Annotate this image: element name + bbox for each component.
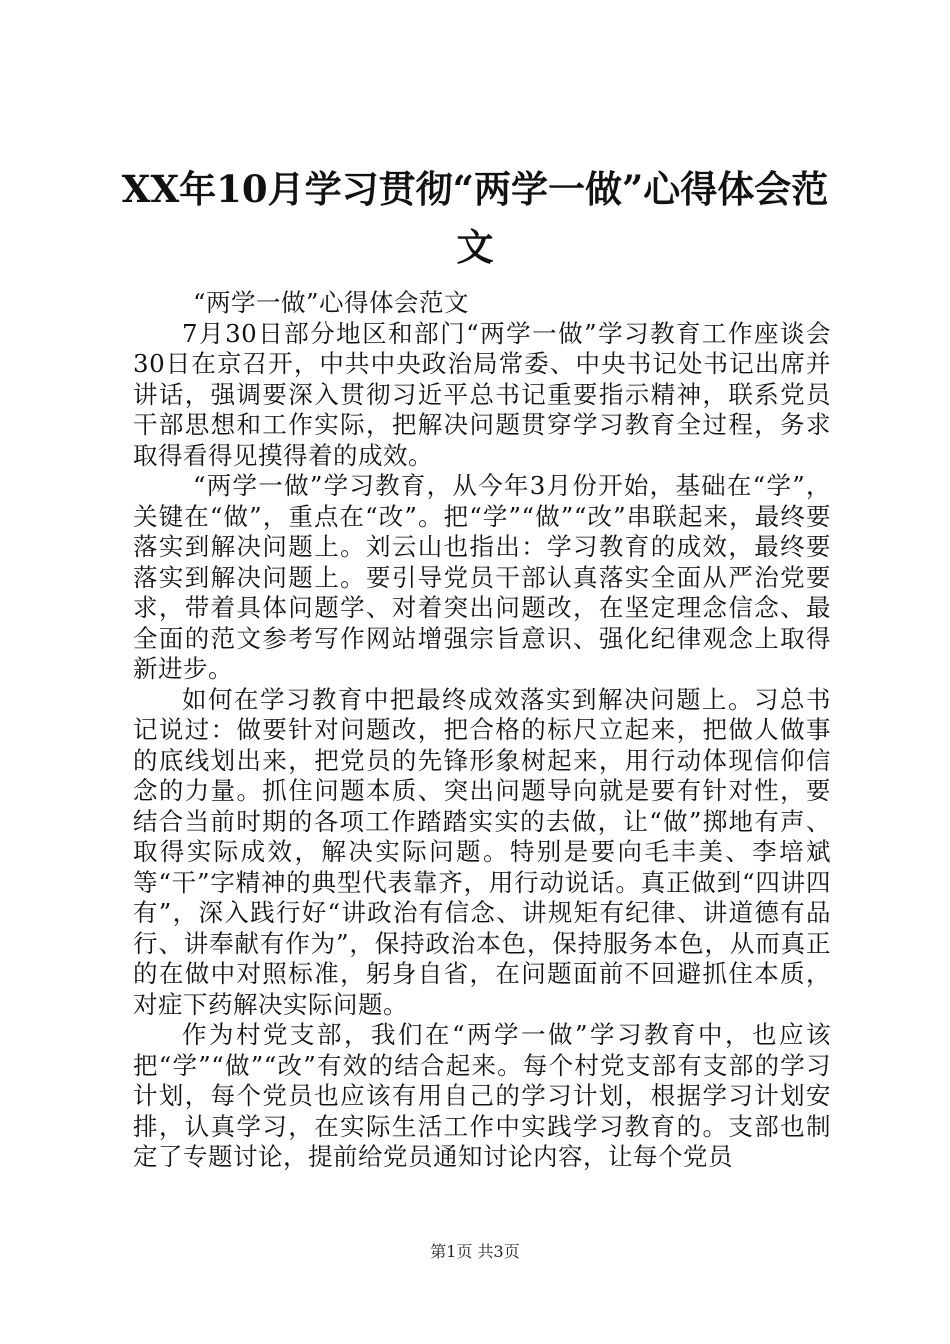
- paragraph: 如何在学习教育中把最终成效落实到解决问题上。习总书记说过：做要针对问题改，把合格的标尺立起来，把做人做事的底线划出来，把党员的先锋形象树起来，用行动体现信仰信念的力量。抓住问题本质、突出问题导向就是要有针对性，要结合当前时期的各项工作踏踏实实的去做，让“做”掷地有声、取得实际成效，解决实际问题。特别是要向毛丰美、李培斌等“干”字精神的典型代表靠齐，用行动说话。真正做到“四讲四有”，深入践行好“讲政治有信念、讲规矩有纪律、讲道德有品行、讲奉献有作为”，保持政治本色，保持服务本色，从而真正的在做中对照标准，躬身自省，在问题面前不回避抓住本质，对症下药解决实际问题。: [133, 684, 831, 1019]
- paragraph: “两学一做”学习教育，从今年3月份开始，基础在“学”，关键在“做”，重点在“改”。把“学”“做”“改”串联起来，最终要落实到解决问题上。刘云山也指出：学习教育的成效，最终要落实到解决问题上。要引导党员干部认真落实全面从严治党要求，带着具体问题学、对着突出问题改，在坚定理念信念、最全面的范文参考写作网站增强宗旨意识、强化纪律观念上取得新进步。: [133, 471, 831, 683]
- document-body: [133, 288, 831, 1173]
- page-number-footer: 第1页 共3页: [430, 1242, 520, 1261]
- paragraph-subtitle: “两学一做”心得体会范文: [193, 288, 470, 317]
- paragraph: 7月30日部分地区和部门“两学一做”学习教育工作座谈会30日在京召开，中共中央政治局常委、中央书记处书记出席并讲话，强调要深入贯彻习近平总书记重要指示精神，联系党员干部思想和工作实际，把解决问题贯穿学习教育全过程，务求取得看得见摸得着的成效。: [133, 318, 831, 470]
- paragraph: 作为村党支部，我们在“两学一做”学习教育中，也应该把“学”“做”“改”有效的结合起来。每个村党支部有支部的学习计划，每个党员也应该有用自己的学习计划，根据学习计划安排，认真学习，在实际生活工作中实践学习教育的。支部也制定了专题讨论，提前给党员通知讨论内容，让每个党员: [133, 1020, 831, 1171]
- document-title: XX年10月学习贯彻“两学一做”心得体会范文: [121, 167, 829, 269]
